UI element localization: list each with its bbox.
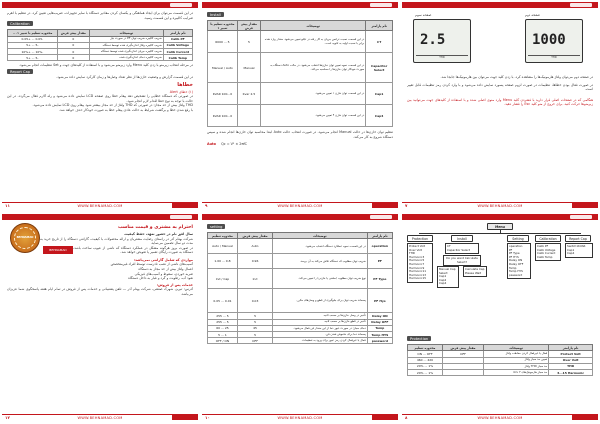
param-range: 0...100 KVAR (208, 105, 238, 127)
list-item: PF (509, 247, 513, 252)
param-default: 5 (237, 31, 260, 53)
table-row (208, 338, 393, 344)
param-desc: در این قسمت توان خازن ۴ تعیین می‌شود. (261, 105, 366, 127)
list-item: ضربه خوردن، سقوط و آسیب‌های فیزیکی (134, 271, 193, 276)
param-desc: تعیین حد مجاز ولتاژ (484, 357, 549, 363)
col-header-range: محدوده تنظیم با تغییر ۰.۰۱ (8, 30, 58, 36)
footer-bar (572, 415, 598, 420)
param-range: Manual / Auto (208, 53, 238, 83)
calibration-table (7, 29, 193, 61)
param-range: 1 ... 5 (208, 331, 238, 337)
page-menu-tree (402, 214, 598, 420)
lcd-readout: 1000 (532, 32, 566, 48)
footer-bar (572, 203, 598, 208)
list-item: Over Volt (409, 247, 422, 252)
contact-body: آدرس: تبریز، شهرک صنعتی، شرکت بهنام آذر — تلفن پشتیبانی و خدمات پس از فروش در تمام ایام هفته پاسخگوی شما عزیزان می‌باشد. (7, 287, 193, 296)
brand-logo: BEHNAMAD (43, 246, 73, 254)
footer-url: WWW.BEHNAMAD.COM (77, 416, 123, 420)
param-range: 420 ... 460 (408, 357, 443, 363)
param-name: Temp (367, 325, 392, 331)
param-name: PF Hys (367, 289, 392, 313)
thd-alert-text: THD ولتاژ بیش از حد مجاز: در صورتی که THD ولتاژ از حد مجاز بیشتر شود پیغام روی LCD نمایش داده می‌شود. (32, 103, 193, 108)
param-desc: فعال یا غیرفعال کردن حفاظت ولتاژ (484, 351, 549, 357)
col-header-default: مقدار پیش فرض (237, 21, 260, 31)
menu-note: هنگامی که در صفحات اصلی قرار دارید با فشردن کلید Menu وارد منوی اصلی شده و با استفاده از کلیدهای جهت می‌توانید بین زیرمنوها حرکت کنید. برای خروج از منو کلید Esc را فشار دهید. (407, 97, 593, 107)
param-name: Delay OFF (367, 319, 392, 325)
warranty-paragraph-1: شرکت بهنام آذر در راستای رضایت مشتریان و ارائه محصولات با کیفیت، گارانتی دستگاه را از تاریخ خرید به مدت دو سال تضمین می‌نماید. (40, 236, 193, 246)
col-header-name: نام پارامتر (366, 21, 393, 31)
footer-bar (372, 415, 398, 420)
param-range: 0.01 ... 0.05 (208, 289, 238, 313)
col-header-desc: توضیحات (261, 21, 366, 31)
param-desc: در این قسمت نحوه تعیین توان خازن‌ها انتخاب می‌شود. در حالت Auto دستگاه به صورت خودکار توان خازن‌ها را محاسبه می‌کند. (261, 53, 366, 83)
list-item: CT (447, 244, 451, 248)
col-header-desc: توضیحات (90, 30, 164, 36)
param-default: 0.03 (237, 289, 272, 313)
page-footer (202, 202, 398, 208)
tree-root-menu: Menu (487, 223, 513, 230)
param-range: 5 ... 6000 (208, 31, 238, 53)
page-warranty (2, 214, 198, 420)
page-footer (2, 414, 198, 420)
param-desc: تأخیر در وصل خازن‌ها بر حسب ثانیه. (273, 313, 368, 319)
param-name: Cap4 (366, 105, 393, 127)
list-item: Temp HYS (509, 269, 523, 274)
param-default: 0 (57, 36, 89, 42)
param-name: Cap1 (366, 83, 393, 105)
page-header-bar (202, 214, 398, 220)
table-row (8, 55, 193, 61)
list-item: Harmonic3 (409, 254, 425, 259)
footer-bar (372, 203, 398, 208)
list-item: PF Type (509, 251, 520, 256)
footer-bar (172, 415, 198, 420)
page-setting (202, 214, 398, 420)
list-item: Harmonic9 (409, 265, 425, 270)
page-footer (202, 414, 398, 420)
display-paragraph-2: در صورت فعال بودن خطاها، تنظیمات در صورت لزوم صفحه پسورد نمایش داده می‌شود و با وارد کردن رمز تنظیمات قابل تغییر است. (407, 82, 593, 92)
tree-node-install: Install (451, 235, 473, 242)
tree-node-report-cap: Report Cap (565, 235, 591, 242)
list-item: Calib Voltage (537, 247, 556, 252)
footer-url: WWW.BEHNAMAD.COM (277, 204, 323, 208)
alerts-heading: خطاها (177, 81, 193, 88)
tree-install-question: Do you want Calculate Select? (443, 255, 481, 266)
param-name: Capacitor Select (366, 53, 393, 83)
param-desc: حد مجاز THD ولتاژ (484, 363, 549, 369)
alerts-subheading: (۱) خطای Alert (169, 89, 193, 94)
param-range: Auto / Manual (208, 239, 238, 254)
section-tag-protection: Protection (407, 336, 431, 341)
contact-title: خدمات پس از فروش: (156, 282, 193, 287)
list-item: اعمال ولتاژ بیش از حد مجاز به دستگاه (138, 266, 193, 271)
param-default: OFF (442, 351, 483, 357)
tree-node-protection: Protection (407, 235, 433, 242)
list-item: Harmonic11 (409, 269, 426, 274)
page-header-bar (402, 2, 598, 8)
col-header-name: نام پارامتر (163, 30, 192, 36)
param-name: Over Volt (549, 357, 593, 363)
section-tag-report-cap: Report Cap (7, 69, 33, 74)
tree-list-protection (407, 243, 433, 283)
col-header-desc: توضیحات (484, 345, 549, 351)
param-desc: در این قسمت نسبت ترانس جریان به کار رفته در تابلو تعیین می‌شود. مقدار وارد شده برابر با نسبت اولیه به ثانویه است. (261, 31, 366, 53)
page-calibration (2, 2, 198, 208)
param-default: 5 (237, 313, 272, 319)
list-item: PF HYS (509, 254, 519, 259)
param-desc: در این قسمت توان خازن ۱ تعیین می‌شود. (261, 83, 366, 105)
table-row (208, 53, 393, 83)
page-number: ۱۰ (205, 415, 210, 420)
col-header-range: محدوده تنظیم با تغییر ۱ (208, 21, 238, 31)
tree-install-auto: Calculate Cap Please Wait (463, 266, 487, 277)
param-desc: نوع ضریب توان مطلوب (سلفی یا خازنی) را تعیین می‌کند. (273, 269, 368, 289)
param-name: PF (367, 254, 392, 269)
col-header-desc: توضیحات (273, 233, 368, 239)
param-range: -0.05 ... +0.05 (8, 36, 58, 42)
footer-url: WWW.BEHNAMAD.COM (477, 204, 523, 208)
formula-block (207, 142, 393, 147)
install-table (207, 20, 393, 127)
param-desc: ضریب توان مطلوب که دستگاه تلاش می‌کند به آن برسد. (273, 254, 368, 269)
param-name: password (367, 338, 392, 344)
param-range: 5 ... 255 (208, 319, 238, 325)
param-desc: دمای مجاز؛ در صورت عبور دما از این مقدار فن فعال می‌شود. (273, 325, 368, 331)
param-name: Delay ON (367, 313, 392, 319)
formula-label: Auto (207, 141, 216, 146)
lcd-caption: THD (416, 55, 468, 60)
list-item: آسیب‌های ناشی از نصب نادرست توسط افراد غیرمتخصص (110, 262, 193, 267)
list-item: Harmonic5 (409, 258, 425, 263)
list-item: Temp (509, 265, 517, 270)
section-tag-calibration: Calibration (7, 21, 33, 26)
tree-list-install (445, 243, 479, 254)
display-paragraph-1: در صفحه دوم می‌توان ولتاژ هارمونیک‌ها را مشاهده کرد. با زدن کلید جهت می‌توان بین هارمونیک‌ها جابجا شد. (440, 75, 593, 79)
warranty-heading: احترام به مشتری و قیمت مناسب (117, 225, 193, 230)
param-name: THD (549, 363, 593, 369)
setting-table (207, 232, 393, 344)
col-header-name: نام پارامتر (549, 345, 593, 351)
param-default: OFF (237, 338, 272, 344)
tree-list-calibration (535, 243, 561, 261)
param-default: 45 (237, 325, 272, 331)
param-name: CT (366, 31, 393, 53)
section-tag-setting: setting (207, 224, 225, 229)
param-range: -10% ... +10% (8, 48, 58, 54)
tree-connector (419, 233, 581, 234)
page-footer (402, 414, 598, 420)
param-desc: حد مجاز هارمونیک‌های ۳ تا ۱۵ (484, 369, 549, 375)
warranty-paragraph-2: در صورت بروز هرگونه مشکل در عملکرد دستگاه که ناشی از عیوب ساخت باشد، دستگاه به صورت رایگان تعمیر یا تعویض خواهد شد. (73, 245, 193, 255)
param-desc: پسماند دما برای خاموش شدن فن. (273, 331, 368, 337)
param-desc: پسماند ضریب توان برای جلوگیری از قطع و وصل‌های مکرر. (273, 289, 368, 313)
param-range: Ind / Cap (208, 269, 238, 289)
param-desc: ضریب کالیبره ولتاژ اندازه‌گیری شده توسط دستگاه (90, 42, 164, 48)
list-item: Delay OFF (509, 261, 524, 266)
tree-list-setting (507, 243, 531, 279)
page-display-screens (402, 2, 598, 208)
list-item: Manual Cap Select (439, 267, 456, 275)
quality-seal (10, 223, 40, 253)
param-name: Calib Temp (163, 55, 192, 61)
list-item: Cap4 (439, 281, 447, 286)
param-name: 3...15 Harmonic (549, 369, 593, 375)
param-desc: در این قسمت نحوه عملکرد دستگاه انتخاب می‌شود. (273, 239, 368, 254)
report-cap-note: در این قسمت گزارش و وضعیت خازن‌ها از نظر تعداد وصل‌ها و زمان کارکرد نمایش داده می‌شود. (56, 75, 193, 80)
warranty-subheading: سال افق نام در حضور تعهد، حفظ کیفیت (124, 232, 193, 236)
display-illustrations (407, 13, 593, 71)
tree-install-manual (437, 266, 459, 288)
page-number: ۹ (205, 203, 208, 208)
param-default: Auto (237, 239, 272, 254)
display-title-second: صفحه دوم (525, 13, 540, 17)
tree-list-report-cap (565, 243, 593, 258)
param-desc: فعال یا غیرفعال کردن رمز عبور برای ورود به تنظیمات. (273, 338, 368, 344)
param-name: Calib PF (163, 36, 192, 42)
section-tag-install: Install (207, 12, 224, 17)
list-item: Calib Current (537, 251, 556, 256)
list-item: Protect Volt (409, 244, 426, 248)
lcd-caption: THD (528, 55, 580, 60)
tree-node-setting: Setting (507, 235, 529, 242)
table-row (208, 289, 393, 313)
col-header-range: محدوده تنظیم (208, 233, 238, 239)
list-item: Cap1 (439, 274, 447, 279)
protection-table (407, 344, 593, 376)
list-item: Capacitor Select (447, 247, 470, 252)
alerts-body: در صورتی که دستگاه خطایی را تشخیص دهد پیغام خطا روی صفحه LCD نمایش داده می‌شود و رله آلارم فعال می‌گردد. در این حالت با توجه به نوع خطا اقدام لازم انجام شود. (7, 94, 193, 103)
param-desc: تأخیر در قطع خازن‌ها بر حسب ثانیه. (273, 319, 368, 325)
param-desc: ضریب کالیبره جریان اندازه‌گیری شده توسط دستگاه (90, 48, 164, 54)
col-header-name: نام پارامتر (367, 233, 392, 239)
list-item: Cap1 (567, 247, 575, 252)
page-header-bar (202, 2, 398, 8)
page-header-bar (2, 214, 198, 220)
page-number: ۷ (405, 203, 408, 208)
menu-tree-diagram (407, 223, 593, 335)
page-install (202, 2, 398, 208)
param-range: -5 ... +5 (8, 42, 58, 48)
list-item: Switch1KVAR (567, 244, 586, 248)
list-item: THD (409, 251, 415, 256)
param-range: -5 ... +5 (8, 55, 58, 61)
param-default: Ind (237, 269, 272, 289)
param-desc: ضریب کالیبره دمای اندازه‌گیری شده (90, 55, 164, 61)
param-range: 1% ... 20% (408, 363, 443, 369)
footer-bar (172, 203, 198, 208)
param-name: PF Type (367, 269, 392, 289)
param-name: Calib Current (163, 48, 192, 54)
page-number: ۸ (405, 415, 408, 420)
list-item: Cap4 (567, 251, 575, 256)
table-row (208, 31, 393, 53)
param-default (237, 105, 260, 127)
tree-node-calibration: Calibration (535, 235, 561, 242)
list-item: Harmonic13 (409, 272, 426, 277)
param-default: 5 (237, 331, 272, 337)
param-name: Protect Volt (549, 351, 593, 357)
table-row (208, 269, 393, 289)
param-default: 2.5 Kvar (237, 83, 260, 105)
list-item: password (509, 272, 523, 277)
param-default: 0 (57, 42, 89, 48)
install-note: تنظیم توان خازن‌ها در حالت Manual انجام می‌شود. در صورت انتخاب حالت Auto ابتدا محاسبه توان خازن‌ها انجام شده و سپس دستگاه شروع به کار می‌کند. (207, 130, 393, 139)
param-range: ON ... OFF (408, 351, 443, 357)
page-header-bar (2, 2, 198, 8)
lcd-screen-third (413, 19, 471, 63)
calibration-intro: در این قسمت می‌توان برای ایجاد هماهنگی و یکسان کردن مقادیر دستگاه با سایر تجهیزات، ضریب‌هایی تعیین کرد. در تنظیم با اهرم ضرایب کالیبره و این قسمت رسید. (7, 11, 193, 20)
page-footer (402, 202, 598, 208)
param-name: operation (367, 239, 392, 254)
calibration-note: در مرحله انتخاب زیرمنو با زدن کلید Menu وارد زیرمنو می‌شود و با استفاده از کلیدهای جهت و Set تنظیمات انجام می‌شود. (18, 63, 193, 68)
seal-text: BEHNAMAD (16, 236, 34, 239)
list-item: operation (509, 244, 523, 248)
param-name: Calib Voltage (163, 42, 192, 48)
list-item: نفوذ آب، رطوبت و گرد و غبار به داخل دستگاه (128, 276, 193, 281)
param-default: 5 (237, 319, 272, 325)
param-default: 0 (57, 55, 89, 61)
page-footer (2, 202, 198, 208)
page-number: ۱۱ (5, 203, 10, 208)
param-default (442, 369, 483, 375)
display-title-third: صفحه سوم (415, 13, 432, 17)
param-range: 1% ... 20% (408, 369, 443, 375)
param-default: Manual (237, 53, 260, 83)
footer-url: WWW.BEHNAMAD.COM (277, 416, 323, 420)
table-row (408, 369, 593, 375)
col-header-default: مقدار پیش فرض (237, 233, 272, 239)
param-range: 25 ... 60 (208, 325, 238, 331)
col-header-default: مقدار پیش فرض (442, 345, 483, 351)
list-item: Calib PF (537, 244, 549, 248)
lcd-readout: 2.5 (420, 32, 446, 48)
col-header-range: محدوده تنظیم (408, 345, 443, 351)
table-row (208, 239, 393, 254)
footer-url: WWW.BEHNAMAD.COM (477, 416, 523, 420)
list-item: Cap2 (439, 277, 447, 282)
footer-url: WWW.BEHNAMAD.COM (77, 204, 123, 208)
list-item: Harmonic15 (409, 276, 426, 281)
page-header-bar (402, 214, 598, 220)
param-default: 0.96 (237, 254, 272, 269)
page-number: ۱۲ (5, 415, 10, 420)
thd-alert-text-2: با رفع شدن خطا و برگشت شرایط به حالت عادی پیغام خطا به صورت خودکار حذف خواهد شد. (58, 108, 193, 113)
param-range: 5 ... 255 (208, 313, 238, 319)
warranty-exclusions-title: مواردی که شامل گارانتی نمی‌باشد: (133, 257, 193, 262)
table-row (208, 83, 393, 105)
param-default: 0 (57, 48, 89, 54)
formula-text: Qc = V² × 2πfC (221, 141, 248, 146)
table-row (208, 105, 393, 127)
param-range: OFF / ON (208, 338, 238, 344)
param-range: 0...100 KVAR (208, 83, 238, 105)
param-range: 0.8 ... 1.00 (208, 254, 238, 269)
list-item: Delay ON (509, 258, 523, 263)
param-name: Temp HYS (367, 331, 392, 337)
list-item: Calib Temp (537, 254, 553, 259)
param-desc: ضریب کالیبره ضریب توان PF در صورت نیاز (90, 36, 164, 42)
list-item: Harmonic7 (409, 261, 425, 266)
col-header-default: مقدار پیش فرض (57, 30, 89, 36)
lcd-screen-second (525, 19, 583, 63)
table-row (208, 254, 393, 269)
